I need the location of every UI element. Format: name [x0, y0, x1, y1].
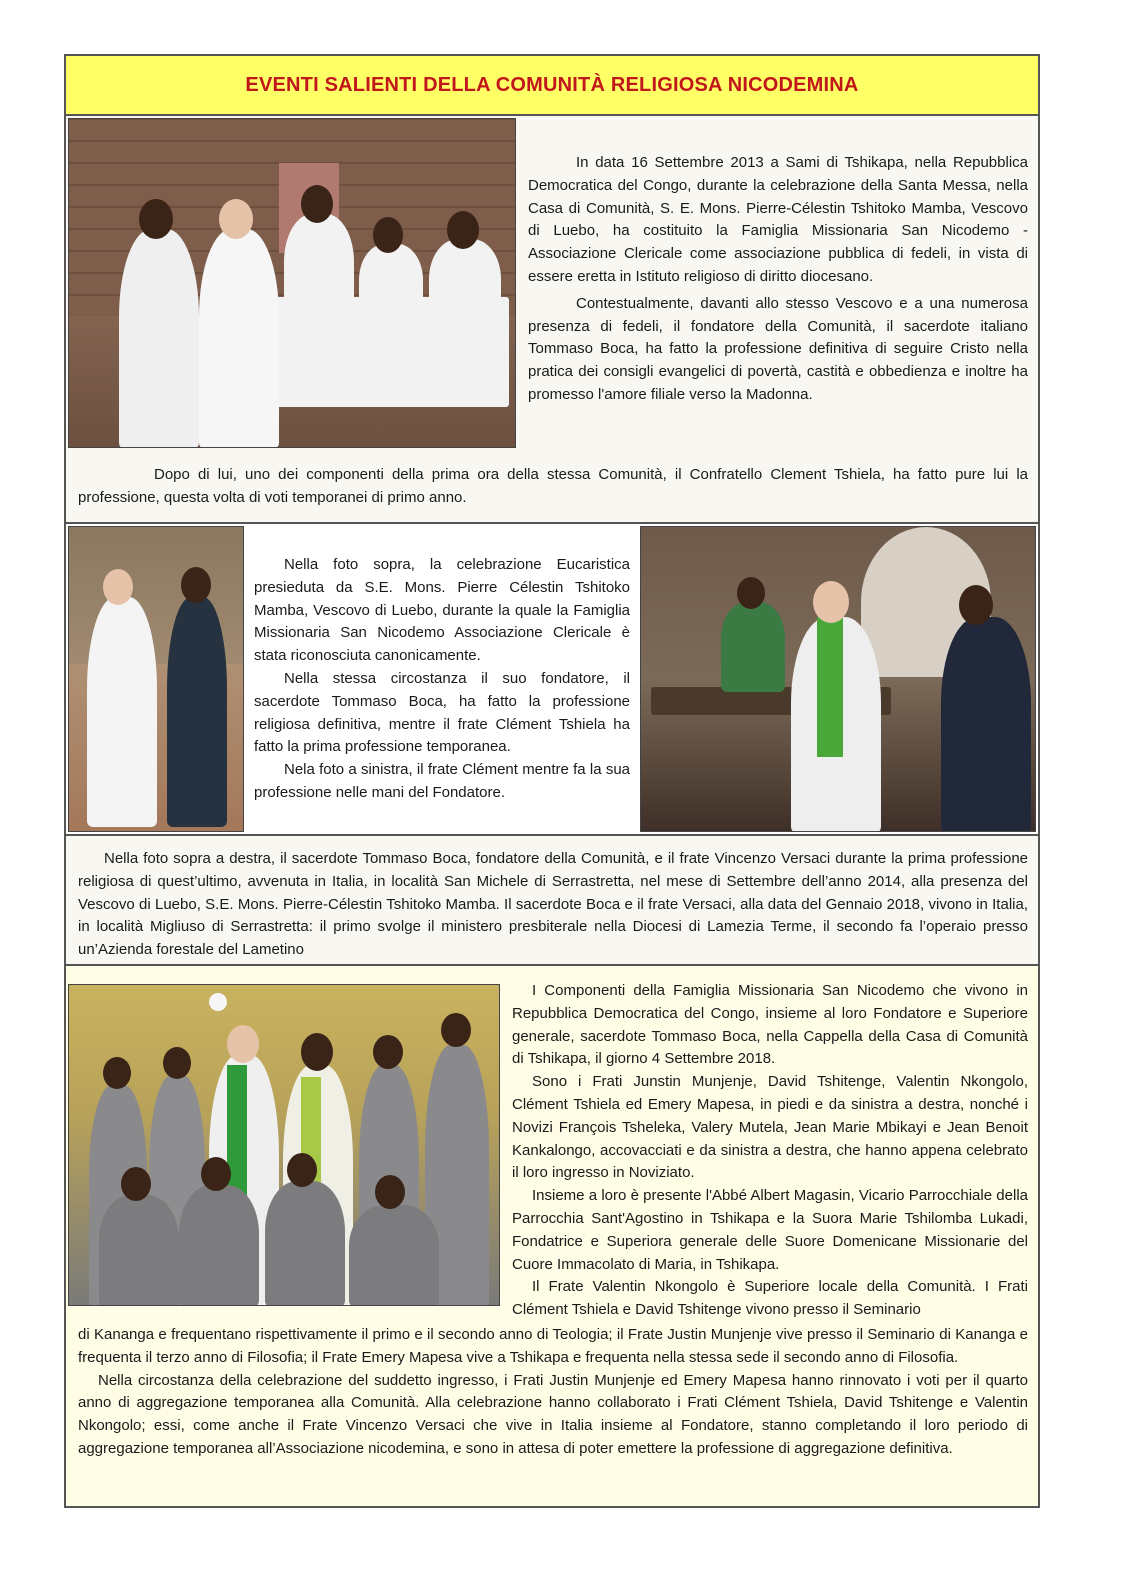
section3-text	[78, 848, 1028, 962]
section1-bottom-paragraph: Dopo di lui, uno dei componenti della prima ora della stessa Comunità, il Confratello Clement Tshiela, ha fatto pure lui la professione, questa volta di voti temporanei di primo anno.	[78, 466, 1028, 506]
section4-paragraph: I Componenti della Famiglia Missionaria San Nicodemo che vivono in Repubblica Democratica del Congo, insieme al loro Fondatore e Superiore generale, sacerdote Tommaso Boca, nella Cappella della Casa di Comunità di Tshikapa, il giorno 4 Settembre 2018.	[512, 982, 1028, 1068]
title-bar	[66, 56, 1038, 116]
section2-text	[254, 554, 630, 805]
profession-photo	[68, 526, 244, 832]
section3-paragraph: Nella foto sopra a destra, il sacerdote Tommaso Boca, fondatore della Comunità, e il frate Vincenzo Versaci durante la prima professione religiosa di quest’ultimo, avvenuta in Italia, in località San Michele di Serrastretta, nel mese di Settembre dell’anno 2014, alla presenza del Vescovo di Luebo, S.E. Mons. Pierre-Célestin Tshitoko Mamba. Il sacerdote Boca e il frate Versaci, alla data del Gennaio 2018, vivono in Italia, in località Migliuso di Serrastretta: il primo svolge il ministero presbiterale nella Diocesi di Lamezia Terme, il secondo fa l’operaio presso un’Azienda forestale del Lametino	[78, 850, 1028, 959]
section4-paragraph-cont: di Kananga e frequentano rispettivamente il primo e il secondo anno di Teologia; il Frate Justin Munjenje vive presso il Seminario di Kananga e frequenta il terzo anno di Filosofia; il Frate Emery Mapesa vive a Tshikapa e frequenta nella stessa sede il secondo anno di Filosofia.	[78, 1326, 1028, 1366]
section-community	[66, 966, 1038, 1506]
section4-paragraph: Il Frate Valentin Nkongolo è Superiore locale della Comunità. I Frati Clément Tshiela e David Tshitenge vivono presso il Seminario	[512, 1278, 1028, 1319]
page-title: EVENTI SALIENTI DELLA COMUNITÀ RELIGIOSA NICODEMINA	[245, 73, 859, 96]
section-founding	[66, 116, 1038, 524]
section-recognition	[66, 524, 1038, 836]
section1-paragraph: Contestualmente, davanti allo stesso Vescovo e a una numerosa presenza di fedeli, il fondatore della Comunità, il sacerdote italiano Tommaso Boca, ha fatto la professione definitiva di seguire Cristo nella pratica dei consigli evangelici di povertà, castità e obbedienza e inoltre ha promesso l'amore filiale verso la Madonna.	[528, 294, 1028, 403]
section1-paragraph: In data 16 Settembre 2013 a Sami di Tshikapa, nella Repubblica Democratica del Congo, durante la celebrazione della Santa Messa, nella Casa di Comunità, S. E. Mons. Pierre-Célestin Tshitoko Mamba, Vescovo di Luebo, ha costituito la Famiglia Missionaria San Nicodemo - Associazione Clericale come associazione pubblica di fedeli, in vista di essere eretta in Istituto religioso di diritto diocesano.	[528, 154, 1028, 285]
section4-text	[512, 980, 1028, 1322]
section4-paragraph: Nella circostanza della celebrazione del suddetto ingresso, i Frati Justin Munjenje ed Emery Mapesa hanno rinnovato i voti per il quarto anno di aggregazione temporanea alla Comunità. Alla celebrazione hanno collaborato i Frati Clément Tshiela, David Tshitenge e Valentin Nkongolo; essi, come anche il Frate Vincenzo Versaci che vive in Italia insieme al Fondatore, stanno completando il loro periodo di aggregazione temporanea all’Associazione nicodemina, e sono in attesa di poter emettere la professione di aggregazione definitiva.	[78, 1371, 1028, 1457]
section2-paragraph: Nella stessa circostanza il suo fondatore, il sacerdote Tommaso Boca, ha fatto la professione religiosa definitiva, mentre il frate Clément Tshiela ha fatto la prima professione temporanea.	[254, 669, 630, 756]
chapel-altar-photo	[640, 526, 1036, 832]
section4-paragraph: Sono i Frati Junstin Munjenje, David Tshitenge, Valentin Nkongolo, Clément Tshiela ed Emery Mapesa, in piedi e da sinistra a destra, nonché i Novizi François Tsheleka, Valery Mutela, Jean Marie Mbikayi e Jean Benoit Kankalongo, accovacciati e da sinistra a destra, che hanno appena celebrato il loro ingresso in Noviziato.	[512, 1073, 1028, 1182]
section2-paragraph: Nela foto a sinistra, il frate Clément mentre fa la sua professione nelle mani del Fondatore.	[254, 761, 630, 801]
section-italy	[66, 836, 1038, 966]
mass-celebration-photo	[68, 118, 516, 448]
community-group-photo	[68, 984, 500, 1306]
section2-paragraph: Nella foto sopra, la celebrazione Eucaristica presieduta da S.E. Mons. Pierre Célestin Tshitoko Mamba, Vescovo di Luebo, durante la quale la Famiglia Missionaria San Nicodemo Associazione Clericale è stata riconosciuta canonicamente.	[254, 556, 630, 665]
section4-paragraph: Insieme a loro è presente l'Abbé Albert Magasin, Vicario Parrocchiale della Parrocchia Sant'Agostino in Tshikapa e la Suora Marie Tshilomba Lukadi, Fondatrice e Superiora generale delle Suore Domenicane Missionarie del Cuore Immacolato di Maria, in Tshikapa.	[512, 1187, 1028, 1273]
page-frame	[64, 54, 1040, 1508]
section4-bottom-text	[78, 1324, 1028, 1461]
section1-text	[528, 152, 1028, 407]
section1-bottom-text	[78, 464, 1028, 510]
